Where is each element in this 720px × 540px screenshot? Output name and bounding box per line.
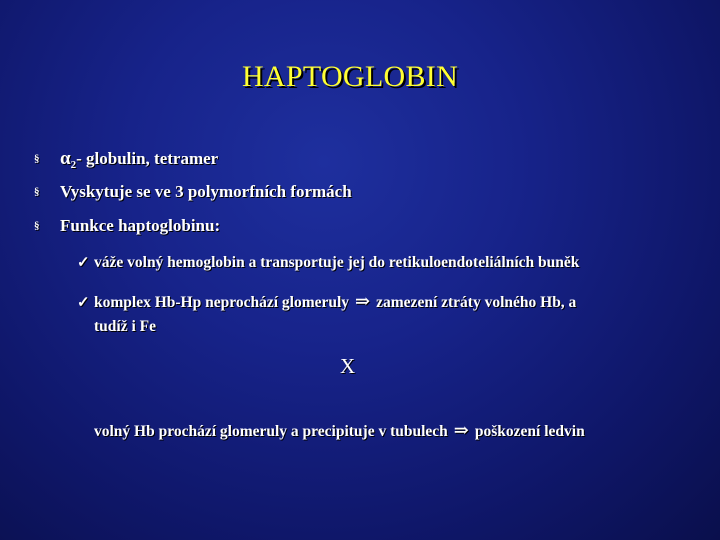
- checkmark-icon: ✓: [77, 255, 90, 271]
- check-text: váže volný hemoglobin a transportuje jej do retikuloendoteliálních buněk: [94, 254, 580, 271]
- implies-arrow-icon: ⇒: [355, 291, 371, 311]
- square-bullet-icon: §: [34, 153, 40, 165]
- bullet-polymorphic-forms: [34, 182, 352, 202]
- bullet-alpha2-globulin: [34, 148, 218, 171]
- check-text-a: komplex Hb-Hp neprochází glomeruly: [94, 294, 350, 311]
- x-mark: X: [340, 354, 356, 378]
- checkmark-icon: ✓: [77, 295, 90, 311]
- check-text-b: zamezení ztráty volného Hb, a: [376, 294, 577, 311]
- implies-arrow-icon: ⇒: [453, 420, 469, 440]
- bullet-functions: [34, 216, 220, 236]
- check-text-c: tudíž i Fe: [94, 318, 156, 335]
- alpha-subscript: 2: [70, 159, 77, 171]
- check-item-binds-hemoglobin: [77, 253, 677, 272]
- contrast-statement: [94, 420, 585, 441]
- bullet-text: Funkce haptoglobinu:: [60, 216, 221, 235]
- contrast-text-a: volný Hb prochází glomeruly a precipituje v tubulech: [94, 423, 448, 440]
- alpha-symbol: α: [60, 148, 71, 169]
- check-item-hb-hp-complex: [77, 290, 677, 338]
- square-bullet-icon: §: [34, 220, 40, 232]
- square-bullet-icon: §: [34, 186, 40, 198]
- bullet-text: - globulin, tetramer: [76, 149, 219, 168]
- contrast-text-b: poškození ledvin: [474, 423, 585, 440]
- slide-title: HAPTOGLOBIN: [241, 60, 459, 93]
- bullet-text: Vyskytuje se ve 3 polymorfních formách: [60, 182, 352, 201]
